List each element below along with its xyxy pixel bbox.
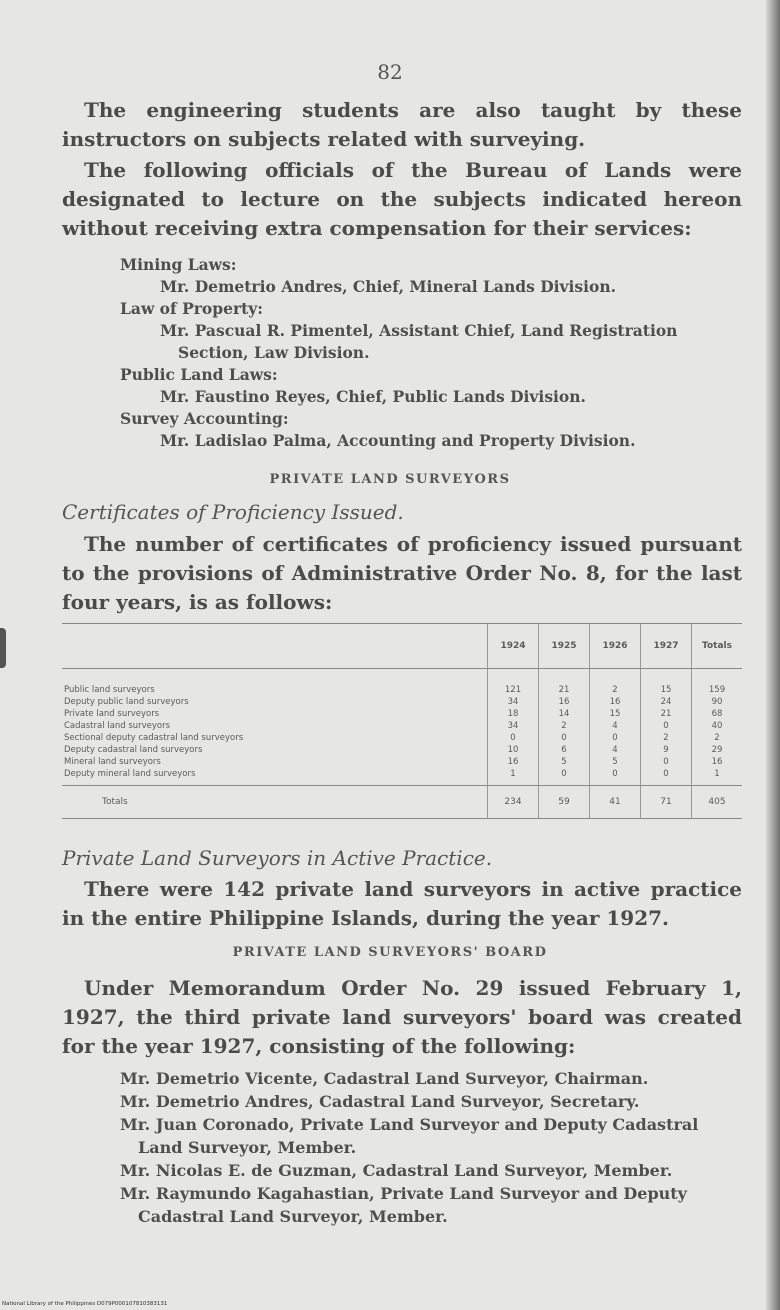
certificates-table	[62, 623, 742, 819]
table-row	[62, 720, 742, 732]
cell: 121	[488, 669, 539, 697]
paragraph-active-practice	[62, 875, 742, 933]
row-label: Deputy cadastral land surveyors	[64, 745, 203, 755]
row-label: Public land surveyors	[64, 685, 155, 695]
total-cell: 59	[539, 786, 590, 819]
cell: 2	[590, 669, 641, 697]
section-heading-board: PRIVATE LAND SURVEYORS' BOARD	[232, 945, 548, 960]
table-header-blank	[62, 624, 488, 669]
cell: 24	[641, 696, 692, 708]
row-label: Private land surveyors	[64, 709, 160, 719]
table-row	[62, 732, 742, 744]
board-member: Mr. Nicolas E. de Guzman, Cadastral Land Surveyor, Member.	[120, 1161, 673, 1180]
board-member: Mr. Demetrio Andres, Cadastral Land Surveyor, Secretary.	[120, 1092, 640, 1111]
cell: 34	[488, 696, 539, 708]
paragraph-active-practice-text: There were 142 private land surveyors in active practice in the entire Philippine Islands, during the year 1927.	[62, 877, 742, 930]
subheading-active-practice: Private Land Surveyors in Active Practice.	[62, 846, 493, 870]
table-row	[62, 696, 742, 708]
table-row	[62, 768, 742, 786]
section-heading-private-land-surveyors: PRIVATE LAND SURVEYORS	[269, 472, 511, 487]
cell: 2	[692, 732, 743, 744]
cell: 34	[488, 720, 539, 732]
total-cell: 41	[590, 786, 641, 819]
cell: 14	[539, 708, 590, 720]
cell: 16	[488, 756, 539, 768]
cell: 0	[590, 732, 641, 744]
lecturer-person: Mr. Demetrio Andres, Chief, Mineral Lands Division.	[160, 277, 617, 296]
lecturer-subject: Survey Accounting:	[120, 409, 289, 428]
cell: 68	[692, 708, 743, 720]
table-row	[62, 744, 742, 756]
table-row	[62, 669, 742, 697]
row-label: Mineral land surveyors	[64, 757, 161, 767]
cell: 0	[539, 768, 590, 786]
cell: 0	[641, 768, 692, 786]
page-number: 82	[377, 60, 403, 84]
table-header-row	[62, 624, 742, 669]
paragraph-instructors-text: The engineering students are also taught by these instructors on subjects related with surveying.	[62, 98, 742, 151]
table-header-1927: 1927	[641, 624, 692, 669]
paragraph-board-text: Under Memorandum Order No. 29 issued February 1, 1927, the third private land surveyors' board was created for the year 1927, consisting of the following:	[62, 976, 742, 1058]
cell: 21	[539, 669, 590, 697]
cell: 90	[692, 696, 743, 708]
lecturer-subject: Public Land Laws:	[120, 365, 278, 384]
table-header-1926: 1926	[590, 624, 641, 669]
cell: 10	[488, 744, 539, 756]
board-member: Mr. Juan Coronado, Private Land Surveyor and Deputy Cadastral Land Surveyor, Member.	[120, 1115, 699, 1157]
row-label: Sectional deputy cadastral land surveyors	[64, 733, 244, 743]
cell: 4	[590, 744, 641, 756]
lecturer-subject: Mining Laws:	[120, 255, 237, 274]
total-cell: 71	[641, 786, 692, 819]
cell: 0	[590, 768, 641, 786]
cell: 0	[641, 720, 692, 732]
board-member-list	[120, 1067, 740, 1228]
cell: 2	[539, 720, 590, 732]
paragraph-officials	[62, 156, 742, 243]
cell: 18	[488, 708, 539, 720]
cell: 15	[641, 669, 692, 697]
paragraph-certificates-text: The number of certificates of proficiency issued pursuant to the provisions of Administrative Order No. 8, for the last four years, is as follows:	[62, 532, 742, 614]
cell: 5	[590, 756, 641, 768]
cell: 21	[641, 708, 692, 720]
lecturer-subject: Law of Property:	[120, 299, 263, 318]
lecturer-person: Mr. Pascual R. Pimentel, Assistant Chief, Land Registration Section, Law Division.	[160, 321, 678, 362]
table-row	[62, 756, 742, 768]
cell: 159	[692, 669, 743, 697]
table-totals-row	[62, 786, 742, 819]
row-label: Deputy public land surveyors	[64, 697, 189, 707]
cell: 1	[692, 768, 743, 786]
total-cell: 405	[692, 786, 743, 819]
scan-footer: National Library of the Philippines D079P000107810383131	[2, 1301, 168, 1307]
paragraph-instructors	[62, 96, 742, 154]
page-edge-shadow	[766, 0, 780, 1310]
row-label: Cadastral land surveyors	[64, 721, 171, 731]
table-row	[62, 708, 742, 720]
total-cell: 234	[488, 786, 539, 819]
paragraph-certificates	[62, 530, 742, 617]
cell: 15	[590, 708, 641, 720]
board-member: Mr. Raymundo Kagahastian, Private Land Surveyor and Deputy Cadastral Land Surveyor, Member.	[120, 1184, 687, 1226]
cell: 9	[641, 744, 692, 756]
cell: 16	[539, 696, 590, 708]
cell: 16	[692, 756, 743, 768]
lecturer-person: Mr. Ladislao Palma, Accounting and Property Division.	[160, 431, 636, 450]
cell: 29	[692, 744, 743, 756]
board-member: Mr. Demetrio Vicente, Cadastral Land Surveyor, Chairman.	[120, 1069, 649, 1088]
cell: 0	[539, 732, 590, 744]
cell: 5	[539, 756, 590, 768]
scan-margin-mark	[0, 628, 6, 668]
cell: 6	[539, 744, 590, 756]
subheading-certificates: Certificates of Proficiency Issued.	[62, 500, 404, 524]
cell: 0	[641, 756, 692, 768]
cell: 40	[692, 720, 743, 732]
totals-label: Totals	[62, 786, 488, 819]
table-header-totals: Totals	[692, 624, 743, 669]
row-label: Deputy mineral land surveyors	[64, 769, 196, 779]
lecturer-person: Mr. Faustino Reyes, Chief, Public Lands Division.	[160, 387, 586, 406]
cell: 2	[641, 732, 692, 744]
cell: 1	[488, 768, 539, 786]
lecturer-list	[120, 254, 740, 452]
cell: 4	[590, 720, 641, 732]
paragraph-officials-text: The following officials of the Bureau of Lands were designated to lecture on the subjects indicated hereon without receiving extra compensation for their services:	[62, 158, 742, 240]
table-header-1924: 1924	[488, 624, 539, 669]
cell: 16	[590, 696, 641, 708]
paragraph-board	[62, 974, 742, 1061]
cell: 0	[488, 732, 539, 744]
table-header-1925: 1925	[539, 624, 590, 669]
